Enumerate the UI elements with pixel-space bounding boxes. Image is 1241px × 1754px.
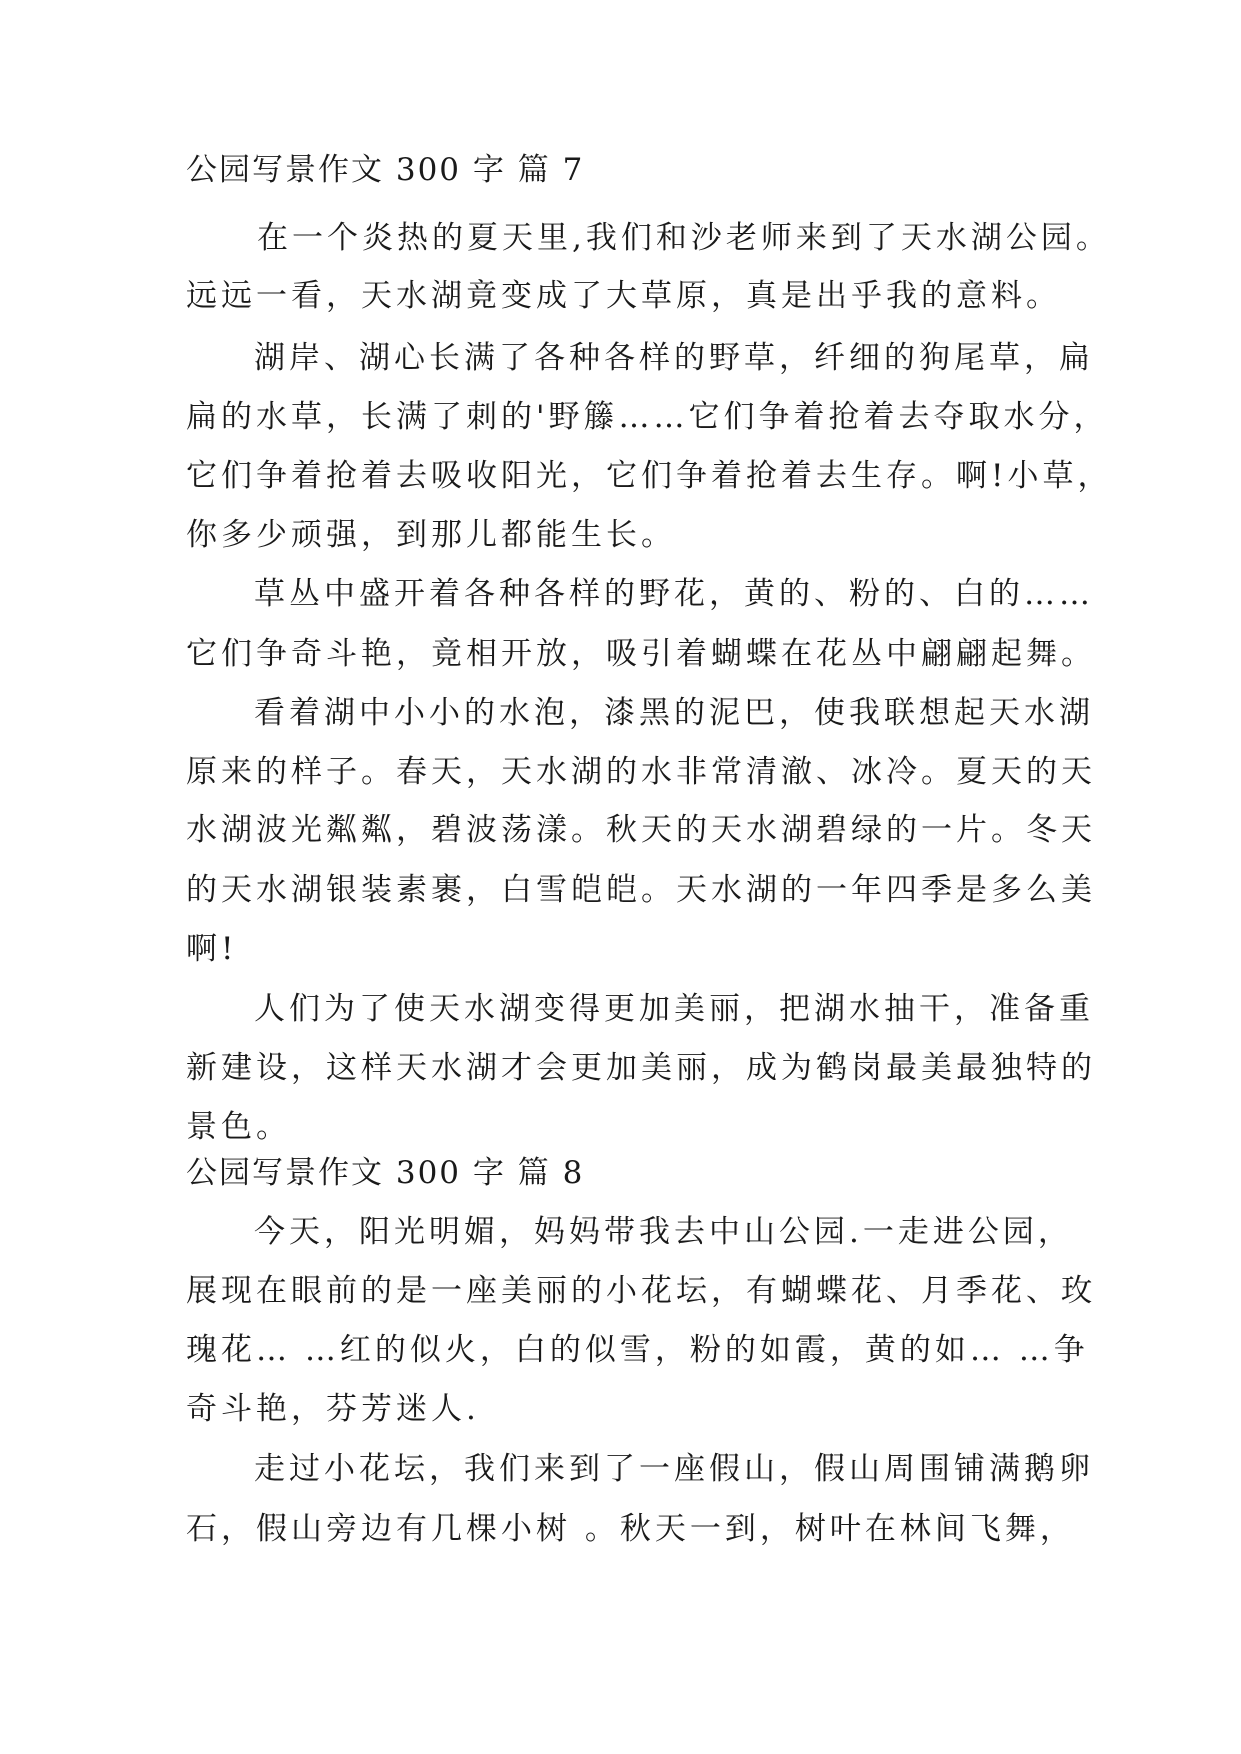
paragraph-line: 的天水湖银装素裹，白雪皑皑。天水湖的一年四季是多么美: [186, 872, 1096, 908]
paragraph-line: 原来的样子。春天，天水湖的水非常清澈、冰冷。夏天的天: [186, 754, 1096, 790]
paragraph-line: 远远一看，天水湖竟变成了大草原，真是出乎我的意料。: [186, 278, 1061, 314]
paragraph-line: 瑰花… …红的似火，白的似雪，粉的如霞，黄的如… …争: [186, 1332, 1089, 1368]
section-heading: 公园写景作文 300 字 篇 7: [186, 152, 585, 188]
section-heading: 公园写景作文 300 字 篇 8: [186, 1155, 585, 1191]
paragraph-line: 在一个炎热的夏天里,我们和沙老师来到了天水湖公园。: [257, 220, 1111, 256]
paragraph-line: 草丛中盛开着各种各样的野花，黄的、粉的、白的……: [254, 576, 1094, 612]
paragraph-line: 展现在眼前的是一座美丽的小花坛，有蝴蝶花、月季花、玫: [186, 1273, 1096, 1309]
paragraph-line: 水湖波光粼粼，碧波荡漾。秋天的天水湖碧绿的一片。冬天: [186, 812, 1096, 848]
paragraph-line: 你多少顽强，到那儿都能生长。: [186, 517, 676, 553]
paragraph-line: 今天，阳光明媚，妈妈带我去中山公园.一走进公园，: [254, 1214, 1073, 1250]
paragraph-line: 奇斗艳，芬芳迷人.: [186, 1391, 480, 1427]
paragraph-line: 人们为了使天水湖变得更加美丽，把湖水抽干，准备重: [254, 991, 1094, 1027]
paragraph-line: 它们争着抢着去吸收阳光，它们争着抢着去生存。啊!小草，: [186, 458, 1113, 494]
paragraph-line: 走过小花坛，我们来到了一座假山，假山周围铺满鹅卵: [254, 1451, 1094, 1487]
paragraph-line: 石，假山旁边有几棵小树 。秋天一到，树叶在林间飞舞，: [186, 1511, 1075, 1547]
paragraph-line: 看着湖中小小的水泡，漆黑的泥巴，使我联想起天水湖: [254, 695, 1094, 731]
paragraph-line: 新建设，这样天水湖才会更加美丽，成为鹤岗最美最独特的: [186, 1050, 1096, 1086]
paragraph-line: 湖岸、湖心长满了各种各样的野草，纤细的狗尾草，扁: [254, 340, 1094, 376]
paragraph-line: 扁的水草，长满了刺的'野籐……它们争着抢着去夺取水分，: [186, 399, 1109, 435]
paragraph-line: 它们争奇斗艳，竟相开放，吸引着蝴蝶在花丛中翩翩起舞。: [186, 636, 1096, 672]
paragraph-line: 啊!: [186, 931, 238, 967]
paragraph-line: 景色。: [186, 1109, 291, 1145]
